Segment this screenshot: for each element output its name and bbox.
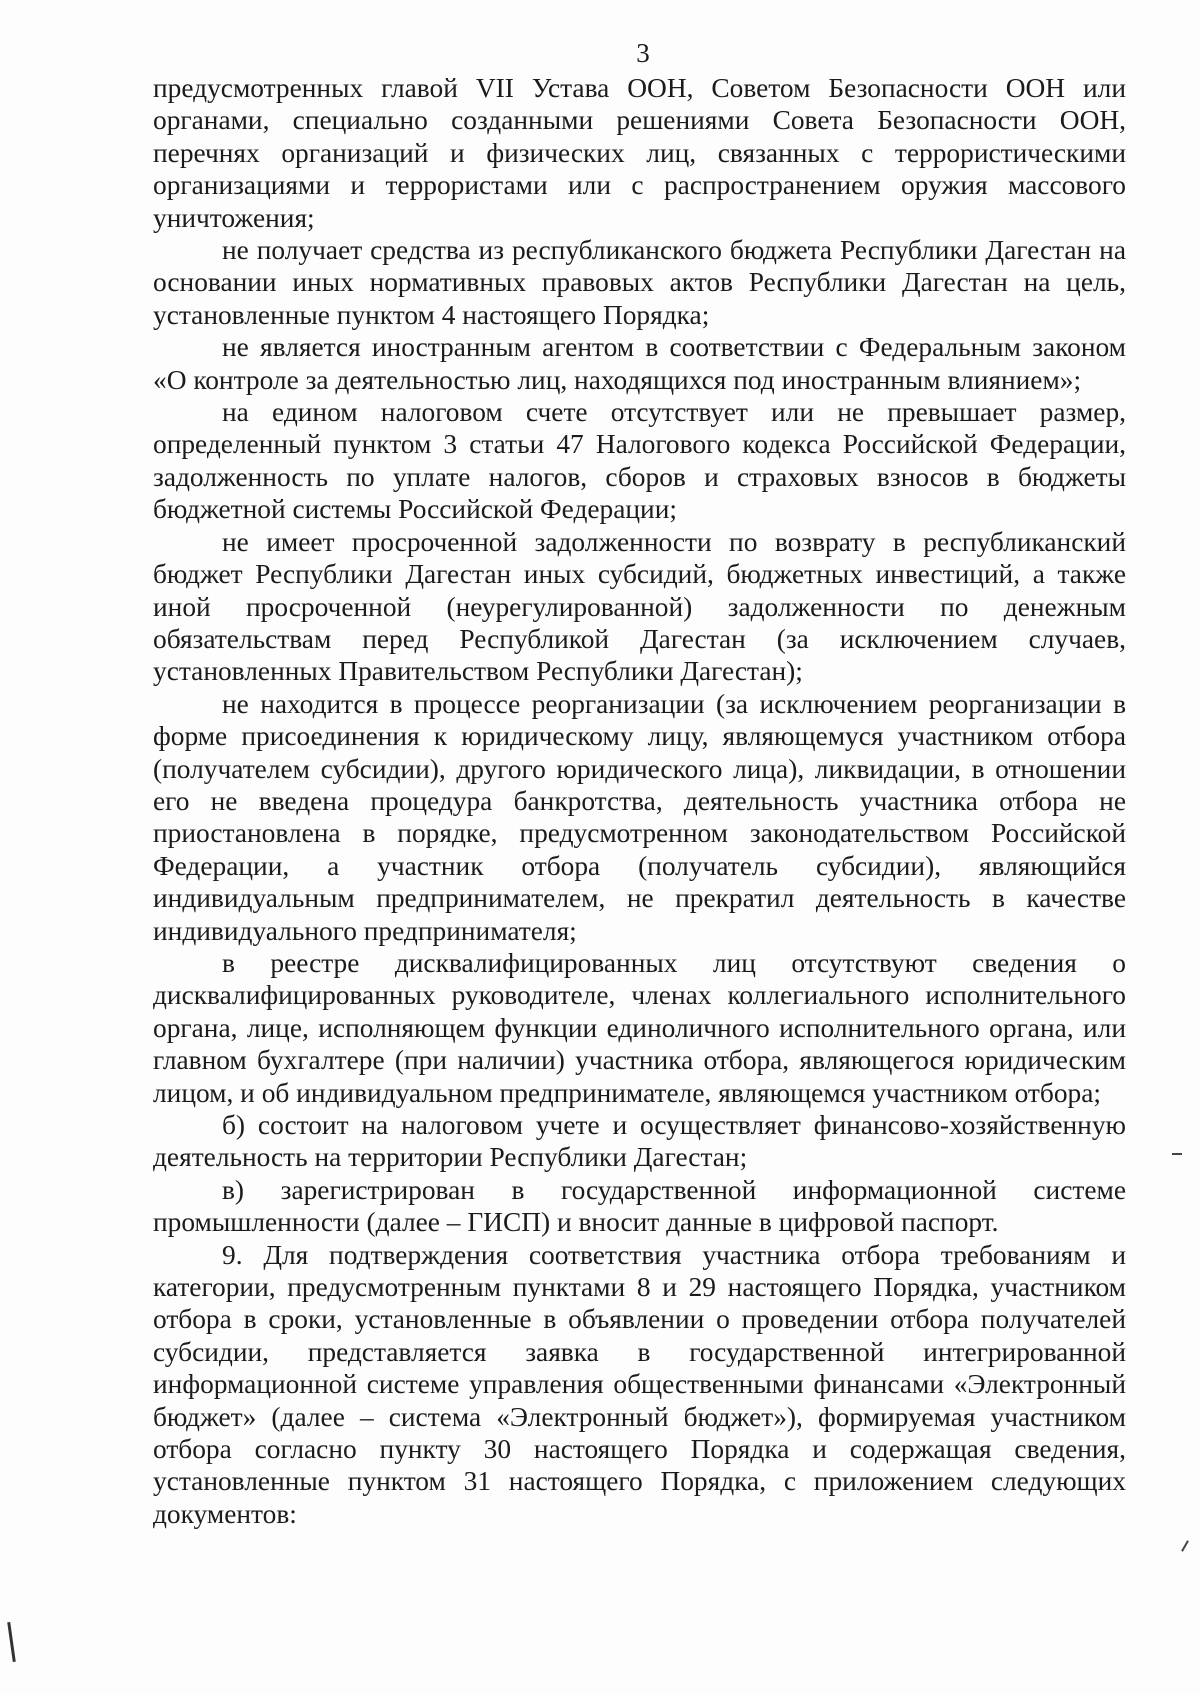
paragraph-6: не находится в процессе реорганизации (за исключением реорганизации в форме присоединения к юридическому лицу, являющемуся участником отбора (получателем субсидии), другого юридического лица), ликвидации, в отношении его не введена процедура банкротства, деятельность участника отбора не приостановлена в порядке, предусмотренном законодательством Российской Федерации, а участник отбора (получатель субсидии), являющийся индивидуальным предпринимателем, не прекратил деятельность в качестве индивидуального предпринимателя; [153, 688, 1126, 946]
paragraph-9: в) зарегистрирован в государственной информационной системе промышленности (далее – ГИСП) и вносит данные в цифровой паспорт. [153, 1174, 1126, 1238]
paragraph-3: не является иностранным агентом в соответствии с Федеральным законом «О контроле за деятельностью лиц, находящихся под иностранным влиянием»; [153, 332, 1126, 395]
paragraph-1: предусмотренных главой VII Устава ООН, Советом Безопасности ООН или органами, специально созданными решениями Совета Безопасности ООН, перечнях организаций и физических лиц, связанных с террористическими организациями и террористами или с распространением оружия массового уничтожения; [153, 73, 1126, 233]
scan-artifact-corner [1181, 1540, 1189, 1551]
document-body [153, 72, 1126, 1530]
page-number: 3 [636, 38, 650, 68]
paragraph-4: на едином налоговом счете отсутствует или не превышает размер, определенный пунктом 3 статьи 47 Налогового кодекса Российской Федерации, задолженность по уплате налогов, сборов и страховых взносов в бюджеты бюджетной системы Российской Федерации; [153, 397, 1126, 525]
paragraph-7: в реестре дисквалифицированных лиц отсутствуют сведения о дисквалифицированных руководителе, членах коллегиального исполнительного органа, лице, исполняющем функции единоличного исполнительного органа, или главном бухгалтере (при наличии) участника отбора, являющегося юридическим лицом, и об индивидуальном предпринимателе, являющемся участником отбора; [153, 947, 1126, 1108]
scan-artifact-left [7, 1622, 16, 1662]
paragraph-10: 9. Для подтверждения соответствия участника отбора требованиям и категории, предусмотренным пунктами 8 и 29 настоящего Порядка, участником отбора в сроки, установленные в объявлении о проведении отбора получателей субсидии, представляется заявка в государственной интегрированной информационной системе управления общественными финансами «Электронный бюджет» (далее – система «Электронный бюджет»), формируемая участником отбора согласно пункту 30 настоящего Порядка и содержащая сведения, установленные пунктом 31 настоящего Порядка, с приложением следующих документов: [153, 1239, 1126, 1529]
paragraph-5: не имеет просроченной задолженности по возврату в республиканский бюджет Республики Дагестан иных субсидий, бюджетных инвестиций, а также иной просроченной (неурегулированной) задолженности по денежным обязательствам перед Республикой Дагестан (за исключением случаев, установленных Правительством Республики Дагестан); [153, 526, 1126, 687]
scan-artifact-right [1172, 1153, 1182, 1155]
paragraph-8: б) состоит на налоговом учете и осуществляет финансово-хозяйственную деятельность на территории Республики Дагестан; [153, 1110, 1126, 1173]
paragraph-2: не получает средства из республиканского бюджета Республики Дагестан на основании иных нормативных правовых актов Республики Дагестан на цель, установленные пунктом 4 настоящего Порядка; [153, 235, 1126, 330]
